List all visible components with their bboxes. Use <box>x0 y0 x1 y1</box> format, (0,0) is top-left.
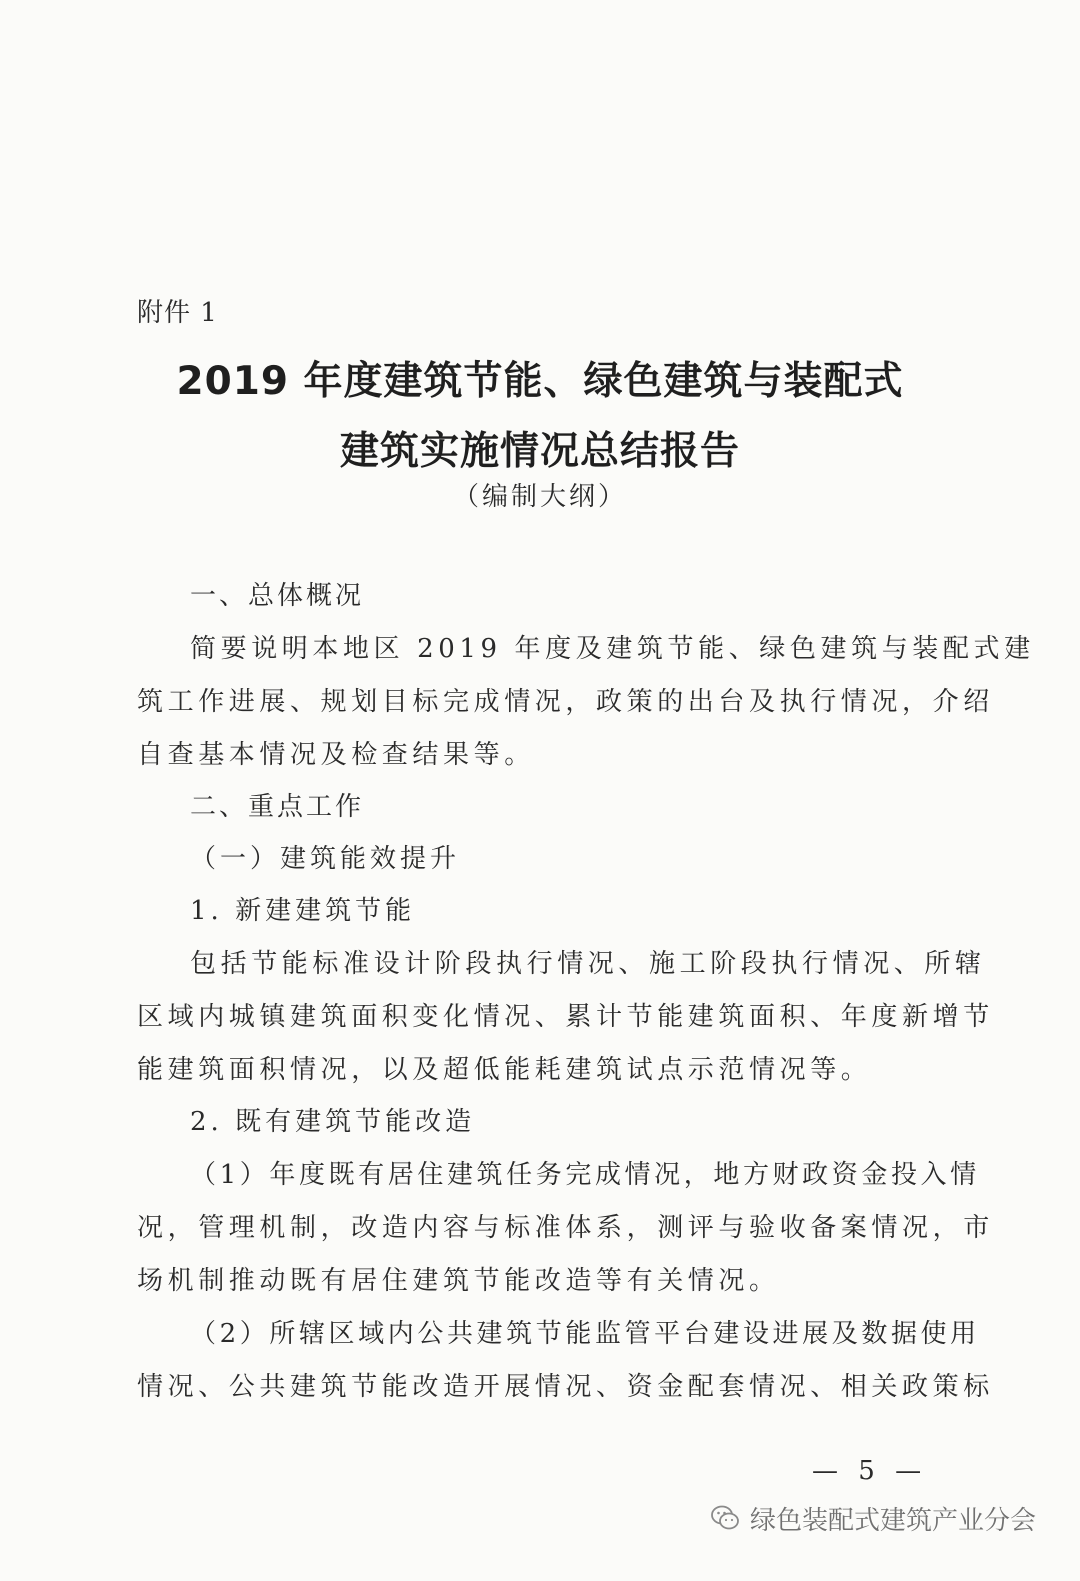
document-subtitle: （编制大纲） <box>452 482 627 512</box>
item-2-p1-line: 况，管理机制，改造内容与标准体系，测评与验收备案情况，市 <box>137 1213 994 1243</box>
section-1-line: 简要说明本地区 2019 年度及建筑节能、绿色建筑与装配式建 <box>190 634 1035 664</box>
item-1-line: 包括节能标准设计阶段执行情况、施工阶段执行情况、所辖 <box>190 949 986 979</box>
item-2-p2-line: （2）所辖区域内公共建筑节能监管平台建设进展及数据使用 <box>190 1319 980 1349</box>
annex-label: 附件 1 <box>137 298 218 328</box>
item-1-heading: 1. 新建建筑节能 <box>190 896 416 926</box>
document-title-line-2: 建筑实施情况总结报告 <box>339 429 740 474</box>
page-number: — 5 — <box>812 1456 928 1486</box>
section-1-line: 自查基本情况及检查结果等。 <box>137 740 535 770</box>
item-1-line: 区域内城镇建筑面积变化情况、累计节能建筑面积、年度新增节 <box>137 1002 994 1032</box>
section-2-heading: 二、重点工作 <box>190 792 365 822</box>
item-2-heading: 2. 既有建筑节能改造 <box>190 1107 476 1137</box>
subsection-1-heading: （一）建筑能效提升 <box>190 844 461 874</box>
section-1-heading: 一、总体概况 <box>190 581 365 611</box>
item-1-line: 能建筑面积情况，以及超低能耗建筑试点示范情况等。 <box>137 1055 872 1085</box>
item-2-p1-line: （1）年度既有居住建筑任务完成情况，地方财政资金投入情 <box>190 1160 980 1190</box>
wechat-icon <box>710 1504 740 1532</box>
section-1-line: 筑工作进展、规划目标完成情况，政策的出台及执行情况，介绍 <box>137 687 994 717</box>
watermark <box>710 1500 1036 1536</box>
item-2-p1-line: 场机制推动既有居住建筑节能改造等有关情况。 <box>137 1266 780 1296</box>
watermark-text: 绿色装配式建筑产业分会 <box>750 1505 1037 1536</box>
item-2-p2-line: 情况、公共建筑节能改造开展情况、资金配套情况、相关政策标 <box>137 1372 994 1402</box>
document-title-line-1: 2019 年度建筑节能、绿色建筑与装配式 <box>176 359 904 404</box>
